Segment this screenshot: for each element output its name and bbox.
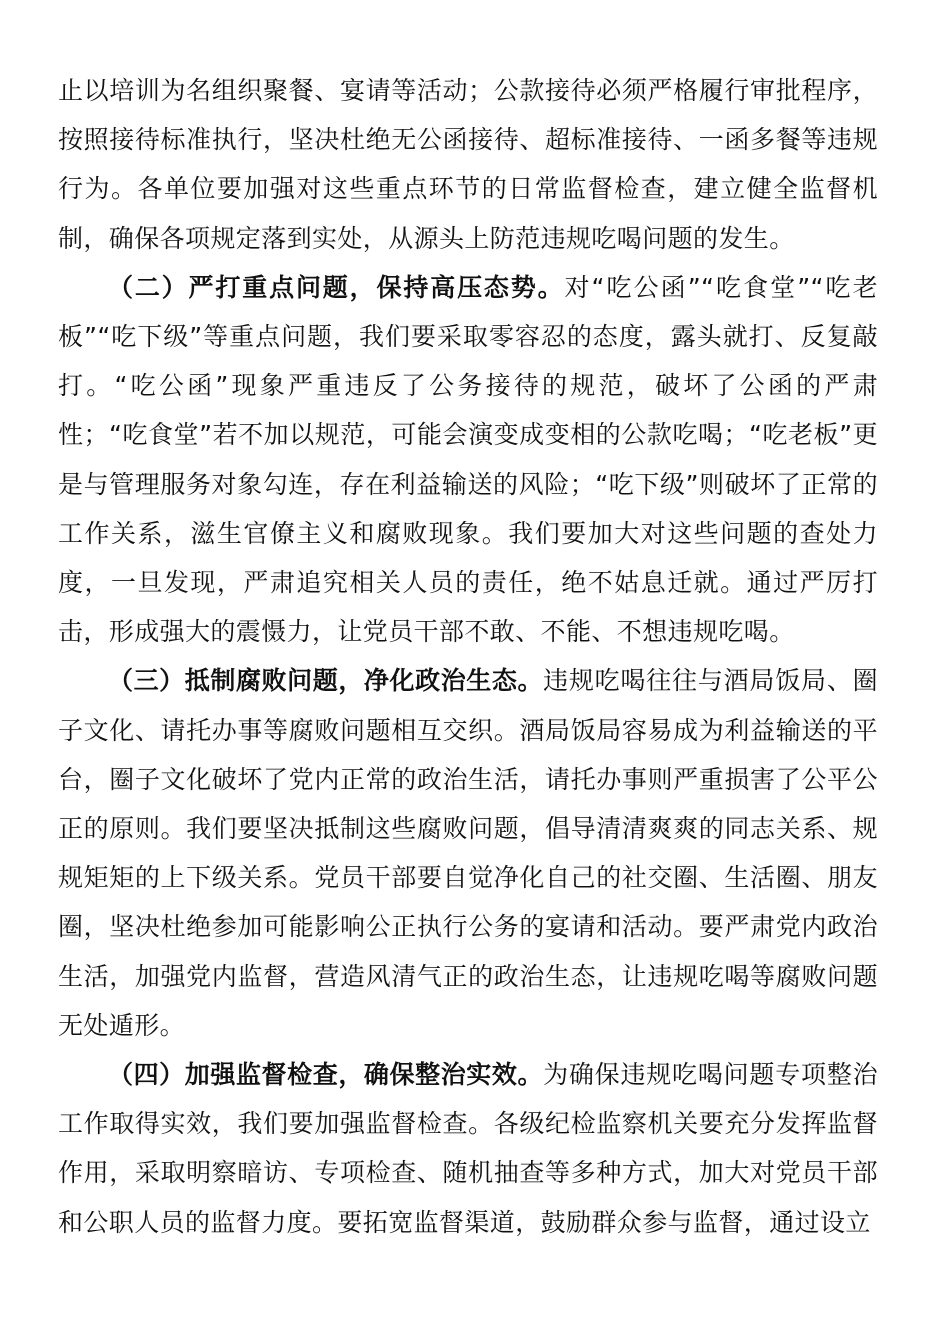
paragraph-body: 对“吃公函”“吃食堂”“吃老板”“吃下级”等重点问题，我们要采取零容忍的态度，露头就打、反复敲打。“吃公函”现象严重违反了公务接待的规范，破坏了公函的严肃性；“吃食堂”若不加以规范，可能会演变成变相的公款吃喝；“吃老板”更是与管理服务对象勾连，存在利益输送的风险；“吃下级”则破坏了正常的工作关系，滋生官僚主义和腐败现象。我们要加大对这些问题的查处力度，一旦发现，严肃追究相关人员的责任，绝不姑息迁就。通过严厉打击，形成强大的震慑力，让党员干部不敢、不能、不想违规吃喝。 <box>58 272 879 647</box>
section-heading: （四）加强监督检查，确保整治实效。 <box>108 1060 544 1090</box>
section-heading: （三）抵制腐败问题，净化政治生态。 <box>108 666 544 696</box>
paragraph-section-4 <box>58 1050 878 1247</box>
paragraph-body: 违规吃喝往往与酒局饭局、圈子文化、请托办事等腐败问题相互交织。酒局饭局容易成为利益输送的平台，圈子文化破坏了党内正常的政治生活，请托办事则严重损害了公平公正的原则。我们要坚决抵制这些腐败问题，倡导清清爽爽的同志关系、规规矩矩的上下级关系。党员干部要自觉净化自己的社交圈、生活圈、朋友圈，坚决杜绝参加可能影响公正执行公务的宴请和活动。要严肃党内政治生活，加强党内监督，营造风清气正的政治生态，让违规吃喝等腐败问题无处遁形。 <box>58 666 879 1040</box>
paragraph-body: 为确保违规吃喝问题专项整治工作取得实效，我们要加强监督检查。各级纪检监察机关要充分发挥监督作用，采取明察暗访、专项检查、随机抽查等多种方式，加大对党员干部和公职人员的监督力度。要拓宽监督渠道，鼓励群众参与监督，通过设立 <box>58 1060 879 1237</box>
paragraph-body: 止以培训为名组织聚餐、宴请等活动；公款接待必须严格履行审批程序，按照接待标准执行，坚决杜绝无公函接待、超标准接待、一函多餐等违规行为。各单位要加强对这些重点环节的日常监督检查，建立健全监督机制，确保各项规定落到实处，从源头上防范违规吃喝问题的发生。 <box>58 76 878 253</box>
paragraph-section-2 <box>58 263 878 657</box>
section-heading: （二）严打重点问题，保持高压态势。 <box>108 272 565 302</box>
paragraph-section-3 <box>58 656 878 1050</box>
document-page <box>58 66 878 1247</box>
paragraph-continuation <box>58 66 878 263</box>
